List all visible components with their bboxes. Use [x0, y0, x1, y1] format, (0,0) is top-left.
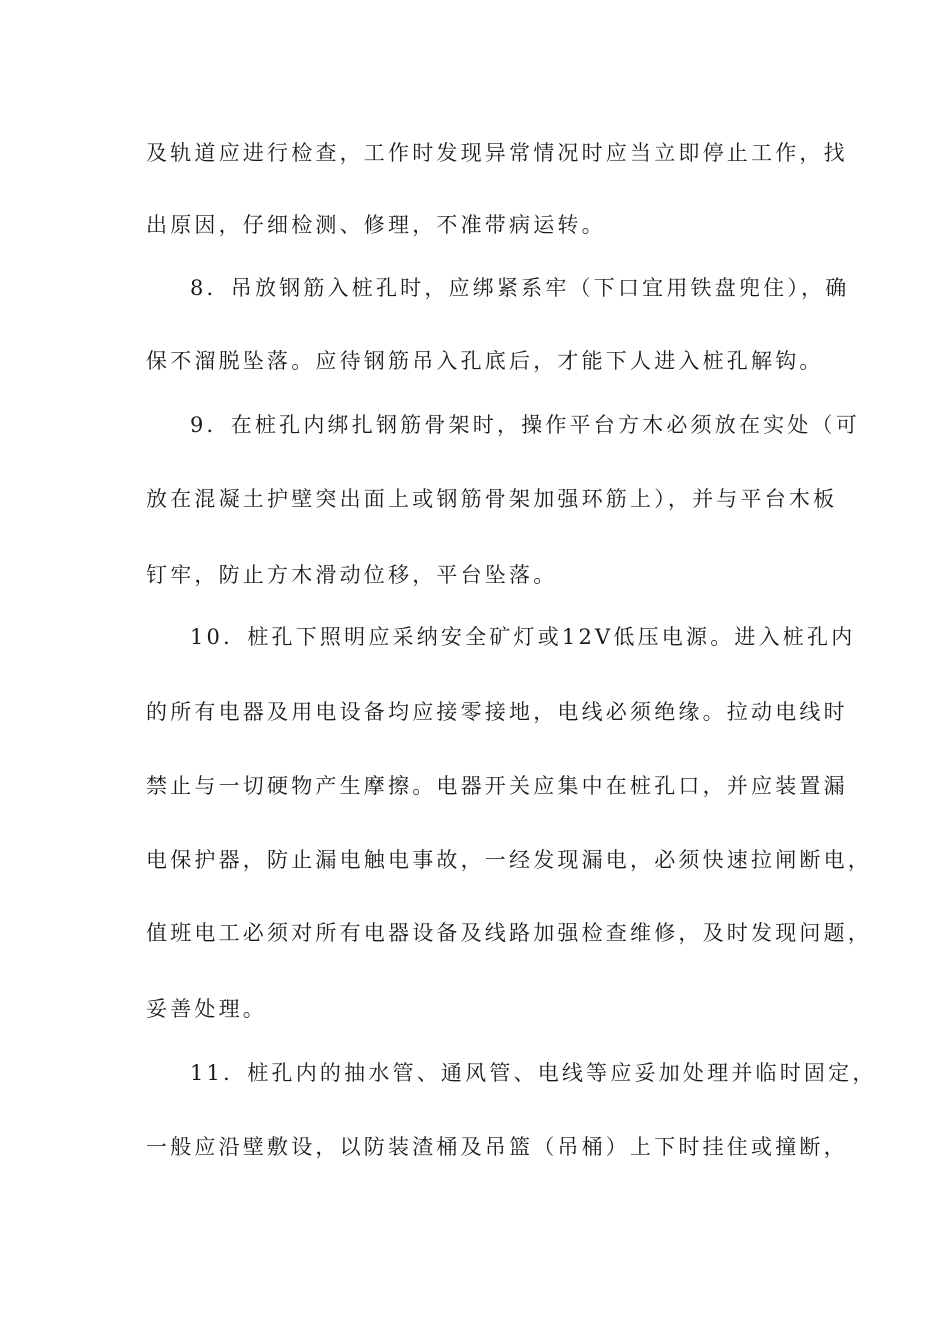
text-line: 电保护器，防止漏电触电事故，一经发现漏电，必须快速拉闸断电，: [146, 848, 872, 872]
paragraph-11-start: 11．桩孔内的抽水管、通风管、电线等应妥加处理并临时固定，: [190, 1061, 877, 1085]
text-line: 禁止与一切硬物产生摩擦。电器开关应集中在桩孔口，并应装置漏: [146, 774, 848, 798]
paragraph-10-start: 10．桩孔下照明应采纳安全矿灯或12V低压电源。进入桩孔内: [190, 625, 856, 649]
text-line: 钉牢，防止方木滑动位移，平台坠落。: [146, 563, 558, 587]
text-line: 一般应沿壁敷设，以防装渣桶及吊篮（吊桶）上下时挂住或撞断，: [146, 1135, 848, 1159]
text-line: 的所有电器及用电设备均应接零接地，电线必须绝缘。拉动电线时: [146, 700, 848, 724]
text-line: 放在混凝土护壁突出面上或钢筋骨架加强环筋上），并与平台木板: [146, 487, 838, 511]
paragraph-8-start: 8．吊放钢筋入桩孔时，应绑紧系牢（下口宜用铁盘兜住），确: [190, 276, 850, 300]
text-line: 保不溜脱坠落。应待钢筋吊入孔底后，才能下人进入桩孔解钩。: [146, 349, 824, 373]
text-line: 及轨道应进行检查，工作时发现异常情况时应当立即停止工作，找: [146, 141, 848, 165]
paragraph-9-start: 9．在桩孔内绑扎钢筋骨架时，操作平台方木必须放在实处（可: [190, 413, 860, 437]
text-line: 值班电工必须对所有电器设备及线路加强检查维修，及时发现问题，: [146, 921, 872, 945]
text-line: 妥善处理。: [146, 997, 267, 1021]
text-line: 出原因，仔细检测、修理，不准带病运转。: [146, 213, 606, 237]
